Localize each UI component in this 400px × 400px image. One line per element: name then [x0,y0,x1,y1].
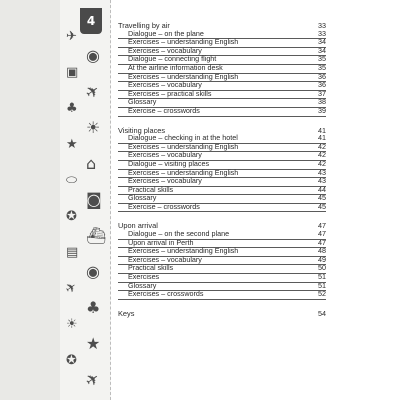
toc-entry-title: Dialogue – checking in at the hotel [128,134,238,143]
toc-entry-title: Exercises – crosswords [128,290,204,299]
globe-icon: ◉ [86,262,100,281]
toc-entry-title: Exercises – vocabulary [128,255,202,264]
toc-entry-page: 39 [318,105,326,115]
toc-entry-title: Dialogue – visiting places [128,159,210,168]
toc-entry-page: 36 [318,80,326,90]
globe-icon: ◉ [86,46,100,65]
toc-entry-page: 51 [318,272,326,282]
toc-entry-page: 42 [318,158,326,168]
page-number-tab [80,8,102,34]
decorative-icon-strip [60,0,111,400]
ship-icon: ⛴ [86,226,107,245]
toc-entry-title: Exercises – understanding English [128,168,239,177]
toc-entry-page: 34 [318,37,326,47]
toc-entry-page: 42 [318,141,326,151]
toc-entry-title: At the airline information desk [128,63,223,72]
sun-icon: ☀ [86,118,101,137]
airplane-icon: ✈ [81,79,104,104]
table-of-contents [118,22,326,318]
landmark-icon: ⌂ [86,154,97,173]
toc-entry-title: Exercises – understanding English [128,72,239,81]
toc-entry-page: 38 [318,97,326,107]
palm-tree-icon: ♣ [66,101,78,116]
compass-icon: ✪ [66,209,77,224]
toc-entry-title: Upon arrival [118,222,158,231]
toc-entry-title: Practical skills [128,185,174,194]
toc-entry-page: 50 [318,263,326,273]
paper-plane-icon: ✈ [66,29,77,44]
toc-entry [118,201,326,213]
toc-entry-title: Dialogue – on the second plane [128,230,230,239]
toc-entry-page: 51 [318,280,326,290]
toc-entry-title: Travelling by air [118,22,170,30]
toc-entry-title: Exercises – vocabulary [128,151,202,160]
toc-entry-page: 41 [318,133,326,143]
toc-entry-page: 45 [318,193,326,203]
toc-entry-title: Exercises – vocabulary [128,177,202,186]
toc-entry [118,105,326,117]
palm-tree-icon: ♣ [86,298,101,317]
toc-entry-title: Exercises [128,273,160,282]
skateboard-icon: ⬭ [66,173,78,188]
airplane-icon: ✈ [62,279,81,298]
star-icon: ★ [86,334,101,353]
toc-entry-page: 47 [318,221,326,231]
toc-entry [118,291,326,300]
toc-entry-page: 43 [318,167,326,177]
toc-entry-title: Exercise – crosswords [128,202,200,211]
toc-entry-page: 43 [318,176,326,186]
toc-entry-title: Practical skills [128,264,174,273]
toc-entry-title: Exercises – understanding English [128,142,239,151]
section-spacer [118,117,326,127]
toc-entry-page: 36 [318,71,326,81]
toc-entry-page: 44 [318,184,326,194]
toc-entry-page: 35 [318,62,326,72]
toc-entry-title: Exercises – vocabulary [128,81,202,90]
toc-entry-page: 45 [318,201,326,211]
toc-entry-title: Dialogue – connecting flight [128,55,217,64]
toc-entry-title: Exercises – understanding English [128,38,239,47]
toc-entry-page: 47 [318,237,326,247]
toc-entry-page: 52 [318,289,326,299]
toc-entry-title: Keys [118,309,135,318]
camera-icon: ◙ [86,190,102,209]
toc-entry-page: 34 [318,45,326,55]
toc-entry-page: 33 [318,21,326,30]
toc-entry-page: 37 [318,88,326,98]
toc-section-heading [118,310,326,319]
airplane-icon: ✈ [81,367,104,392]
toc-entry-page: 54 [318,308,326,318]
toc-entry-title: Upon arrival in Perth [128,238,194,247]
sun-icon: ☀ [66,317,78,332]
toc-entry-title: Glossary [128,194,157,203]
toc-entry-title: Exercises – understanding English [128,247,239,256]
section-spacer [118,300,326,310]
page-number: 4 [86,14,96,28]
toc-entry-title: Exercises – vocabulary [128,46,202,55]
toc-entry-title: Glossary [128,98,157,107]
toc-entry-page: 35 [318,54,326,64]
bus-icon: ▤ [66,245,79,260]
section-spacer [118,212,326,222]
toc-entry-title: Exercises – practical skills [128,89,212,98]
toc-entry-title: Visiting places [118,126,166,135]
toc-entry-page: 41 [318,125,326,135]
toc-entry-page: 48 [318,246,326,256]
bag-icon: ▣ [66,65,79,80]
compass-icon: ✪ [66,353,77,368]
toc-entry-page: 33 [318,28,326,38]
toc-entry-page: 42 [318,150,326,160]
toc-entry-title: Exercise – crosswords [128,106,200,115]
toc-entry-page: 47 [318,229,326,239]
toc-entry-page: 49 [318,254,326,264]
star-icon: ★ [66,137,78,152]
toc-entry-title: Dialogue – on the plane [128,29,204,38]
toc-entry-title: Glossary [128,281,157,290]
